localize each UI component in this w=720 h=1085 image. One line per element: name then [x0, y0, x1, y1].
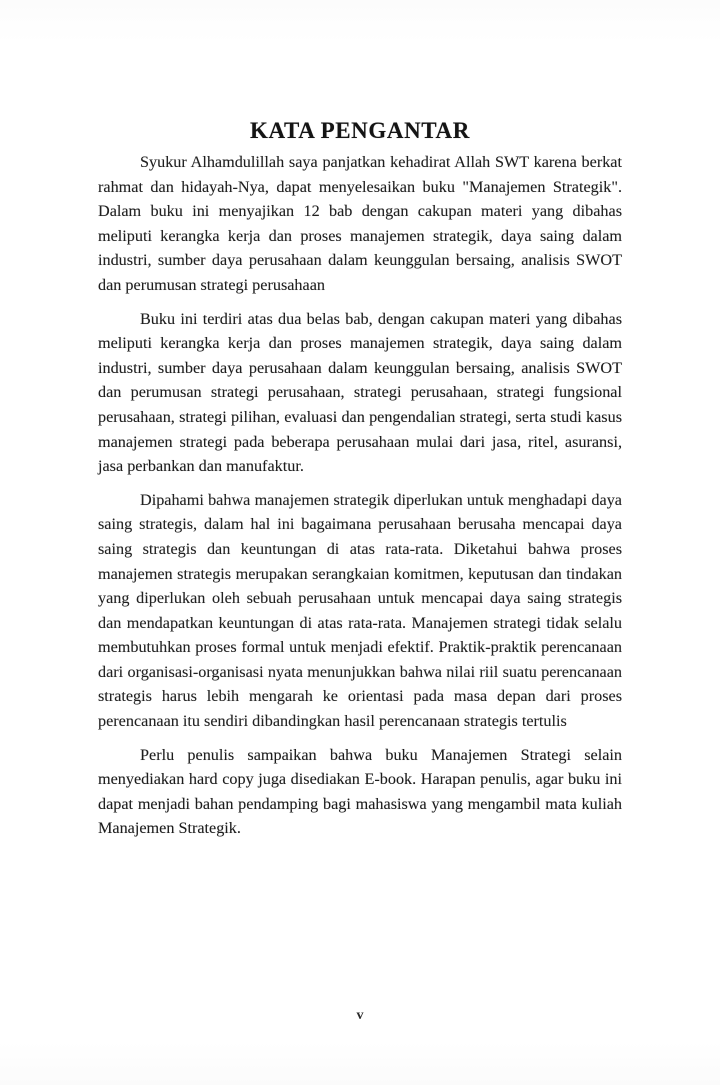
page-number: v — [356, 1008, 364, 1023]
page-content-area — [98, 0, 622, 1085]
paragraph: Dipahami bahwa manajemen strategik diperlukan untuk menghadapi daya saing strategis, dalam hal ini bagaimana perusahaan berusaha mencapai daya saing strategis dan keuntungan di atas rata-rata. Diketahui bahwa proses manajemen strategis merupakan serangkaian komitmen, keputusan dan tindakan yang diperlukan oleh sebuah perusahaan untuk mencapai daya saing strategis dan mendapatkan keuntungan di atas rata-rata. Manajemen strategi tidak selalu membutuhkan proses formal untuk menjadi efektif. Praktik-praktik perencanaan dari organisasi-organisasi nyata menunjukkan bahwa nilai riil suatu perencanaan strategis harus lebih mengarah ke orientasi pada masa depan dari proses perencanaan itu sendiri dibandingkan hasil perencanaan strategis tertulis — [98, 490, 622, 731]
paragraph: Perlu penulis sampaikan bahwa buku Manajemen Strategi selain menyediakan hard copy juga disediakan E-book. Harapan penulis, agar buku ini dapat menjadi bahan pendamping bagi mahasiswa yang mengambil mata kuliah Manajemen Strategik. — [98, 745, 622, 838]
paragraph: Syukur Alhamdulillah saya panjatkan kehadirat Allah SWT karena berkat rahmat dan hidayah-Nya, dapat menyelesaikan buku "Manajemen Strategik". Dalam buku ini menyajikan 12 bab dengan cakupan materi yang dibahas meliputi kerangka kerja dan proses manajemen strategik, daya saing dalam industri, sumber daya perusahaan dalam keunggulan bersaing, analisis SWOT dan perumusan strategi perusahaan — [98, 153, 622, 294]
paragraph: Buku ini terdiri atas dua belas bab, dengan cakupan materi yang dibahas meliputi kerangka kerja dan proses manajemen strategik, daya saing dalam industri, sumber daya perusahaan dalam keunggulan bersaing, analisis SWOT dan perumusan strategi perusahaan, strategi perusahaan, strategi fungsional perusahaan, strategi pilihan, evaluasi dan pengendalian strategi, serta studi kasus manajemen strategi pada beberapa perusahaan mulai dari jasa, ritel, asuransi, jasa perbankan dan manufaktur. — [98, 309, 622, 476]
body-text-block — [98, 150, 622, 841]
page-title: KATA PENGANTAR — [250, 118, 470, 144]
